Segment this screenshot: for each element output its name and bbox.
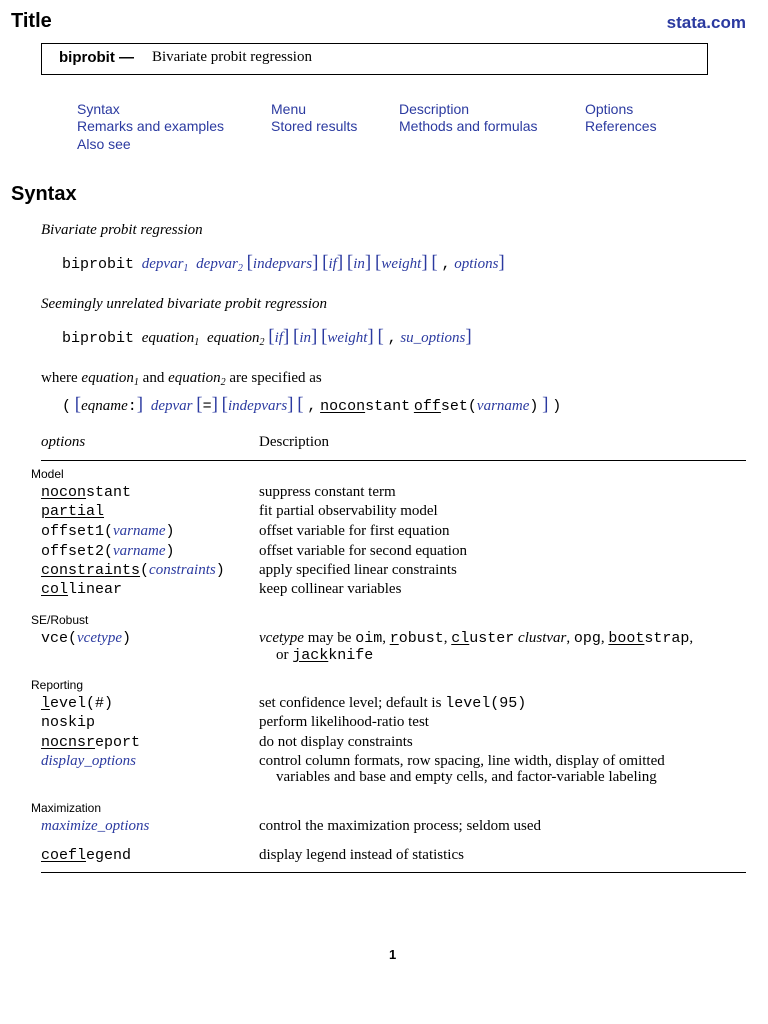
link-indepvars-2[interactable]: indepvars	[228, 398, 288, 414]
option-vce: vce(vcetype)	[41, 630, 131, 647]
link-options[interactable]: options	[454, 256, 499, 272]
option-level: level(#)	[41, 695, 114, 712]
desc-collinear: keep collinear variables	[259, 581, 402, 597]
table-header-rule	[41, 460, 746, 461]
group-reporting: Reporting	[31, 678, 84, 692]
where-line: where equation$_1$ and equation$_2$ are specified as	[41, 370, 322, 388]
option-display-options[interactable]: display_options	[41, 753, 137, 769]
desc-vce-cont: or jackknife	[276, 647, 374, 664]
link-varname[interactable]: varname	[476, 398, 530, 414]
desc-vce: vcetype may be oim, robust, cluster clustvar, opg, bootstrap,	[259, 630, 694, 647]
group-model: Model	[31, 467, 64, 481]
option-offset2: offset2(varname)	[41, 543, 175, 560]
desc-display-options: control column formats, row spacing, line width, display of omitted	[259, 753, 665, 769]
syntax-line-2: biprobit equation$_1$ equation$_2$ [if] [in] [weight] [ , su_options]	[62, 326, 472, 348]
link-if[interactable]: if	[328, 256, 337, 272]
nav-link-menu[interactable]: Menu	[271, 101, 307, 117]
option-partial: partial	[41, 503, 105, 520]
desc-noconstant: suppress constant term	[259, 484, 396, 500]
page-title: Title	[11, 10, 52, 32]
nav-link-description[interactable]: Description	[399, 101, 470, 117]
nav-link-stored-results[interactable]: Stored results	[271, 118, 358, 134]
desc-partial: fit partial observability model	[259, 503, 438, 519]
desc-offset2: offset variable for second equation	[259, 543, 467, 559]
nav-link-syntax[interactable]: Syntax	[77, 101, 120, 117]
syntax-line-1: biprobit depvar$_1$ depvar$_2$ [indepvars] [if] [in] [weight] [ , options]	[62, 252, 505, 274]
command-description: Bivariate probit regression	[152, 49, 312, 65]
group-maximization: Maximization	[31, 801, 102, 815]
option-offset1: offset1(varname)	[41, 523, 175, 540]
desc-maximize-options: control the maximization process; seldom used	[259, 818, 542, 834]
nav-link-references[interactable]: References	[585, 118, 657, 134]
nav-link-options[interactable]: Options	[585, 101, 634, 117]
desc-level: set confidence level; default is level(95)	[259, 695, 527, 712]
subheading-bivariate: Bivariate probit regression	[41, 222, 203, 238]
option-constraints: constraints(constraints)	[41, 562, 225, 579]
section-heading-syntax: Syntax	[11, 183, 77, 205]
link-depvar[interactable]: depvar	[150, 398, 193, 414]
option-maximize-options[interactable]: maximize_options	[41, 818, 150, 834]
desc-offset1: offset variable for first equation	[259, 523, 450, 539]
title-box	[41, 43, 708, 75]
link-in-2[interactable]: in	[299, 330, 312, 346]
table-header-description: Description	[259, 434, 329, 450]
desc-display-options-cont: variables and base and empty cells, and factor-variable labeling	[276, 769, 657, 785]
table-header-options: options	[41, 434, 86, 450]
option-noconstant: noconstant	[41, 484, 132, 501]
table-bottom-rule	[41, 872, 746, 873]
site-link[interactable]: stata.com	[666, 13, 746, 32]
desc-noskip: perform likelihood-ratio test	[259, 714, 429, 730]
command-name: biprobit —	[59, 49, 134, 66]
nav-link-also-see[interactable]: Also see	[77, 136, 131, 152]
link-su-options[interactable]: su_options	[400, 330, 466, 346]
nav-link-remarks[interactable]: Remarks and examples	[77, 118, 225, 134]
link-if-2[interactable]: if	[274, 330, 283, 346]
desc-constraints: apply specified linear constraints	[259, 562, 457, 578]
link-in[interactable]: in	[353, 256, 365, 272]
equation-spec-line: ( [eqname:] depvar [=] [indepvars] [ , noconstant offset(varname) ] )	[62, 394, 562, 415]
page-number: 1	[389, 947, 397, 962]
option-collinear: collinear	[41, 581, 123, 598]
option-nocnsreport: nocnsreport	[41, 734, 141, 751]
link-weight-2[interactable]: weight	[327, 330, 368, 346]
option-coeflegend: coeflegend	[41, 847, 132, 864]
option-noskip: noskip	[41, 714, 96, 731]
subheading-seemingly-unrelated: Seemingly unrelated bivariate probit regression	[41, 296, 328, 312]
group-se-robust: SE/Robust	[31, 613, 89, 627]
link-weight[interactable]: weight	[381, 256, 422, 272]
link-indepvars[interactable]: indepvars	[252, 256, 313, 272]
desc-nocnsreport: do not display constraints	[259, 734, 413, 750]
nav-link-methods[interactable]: Methods and formulas	[399, 118, 538, 134]
desc-coeflegend: display legend instead of statistics	[259, 847, 464, 863]
